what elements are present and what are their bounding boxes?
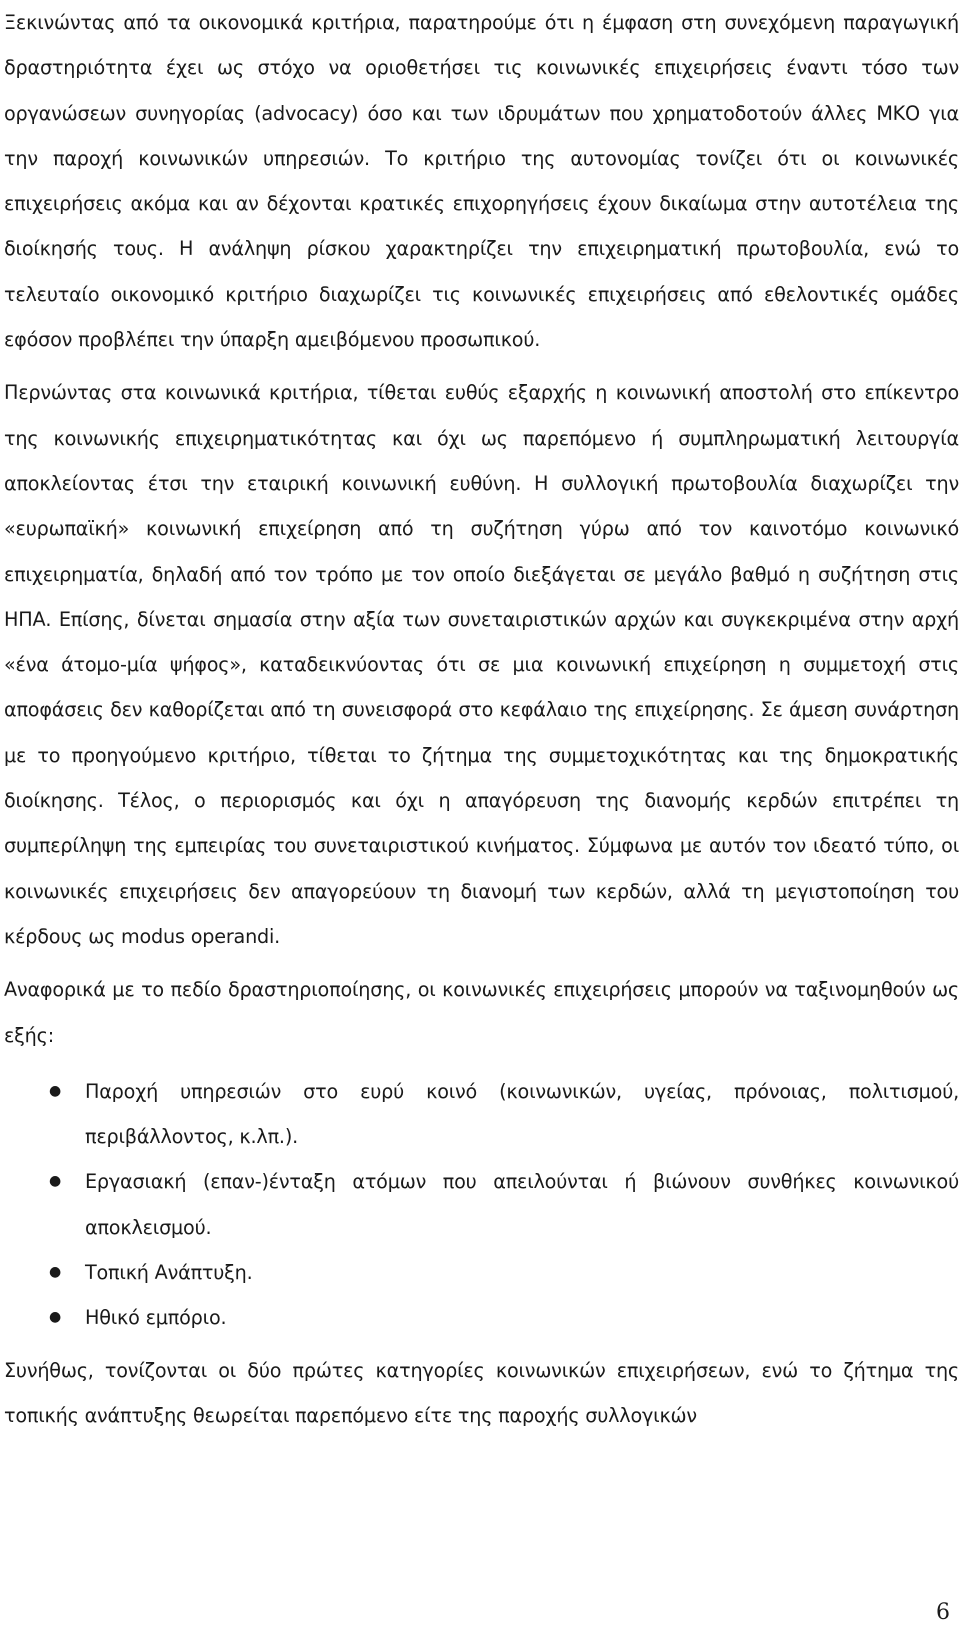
list-item-text: Παροχή υπηρεσιών στο ευρύ κοινό (κοινωνικών, υγείας, πρόνοιας, πολιτισμού, περιβάλλοντος, κ.λπ.). bbox=[85, 1079, 959, 1149]
paragraph-economic-criteria: Ξεκινώντας από τα οικονομικά κριτήρια, παρατηρούμε ότι η έμφαση στη συνεχόμενη παραγωγική δραστηριότητα έχει ως στόχο να οριοθετήσει τις κοινωνικές επιχειρήσεις έναντι τόσο των οργανώσεων συνηγορίας (advocacy) όσο και των ιδρυμάτων που χρηματοδοτούν άλλες ΜΚΟ για την παροχή κοινωνικών υπηρεσιών. Το κριτήριο της αυτονομίας τονίζει ότι οι κοινωνικές επιχειρήσεις ακόμα και αν δέχονται κρατικές επιχορηγήσεις έχουν δικαίωμα στην αυτοτέλεια της διοίκησής τους. Η ανάληψη ρίσκου χαρακτηρίζει την επιχειρηματική πρωτοβουλία, ενώ το τελευταίο οικονομικό κριτήριο διαχωρίζει τις κοινωνικές επιχειρήσεις από εθελοντικές ομάδες εφόσον προβλέπει την ύπαρξη αμειβόμενου προσωπικού. bbox=[4, 11, 959, 352]
document-page bbox=[4, 0, 959, 1438]
list-item bbox=[4, 1159, 959, 1250]
paragraph-field-of-activity: Αναφορικά με το πεδίο δραστηριοποίησης, οι κοινωνικές επιχειρήσεις μπορούν να ταξινομηθούν ως εξής: bbox=[4, 978, 959, 1047]
bullet-icon: ● bbox=[49, 1309, 62, 1326]
list-item bbox=[4, 1295, 959, 1340]
page-number: 6 bbox=[936, 1600, 950, 1625]
list-item-text: Ηθικό εμπόριο. bbox=[85, 1306, 227, 1330]
list-item-text: Τοπική Ανάπτυξη. bbox=[85, 1261, 253, 1285]
paragraph-conclusion: Συνήθως, τονίζονται οι δύο πρώτες κατηγορίες κοινωνικών επιχειρήσεων, ενώ το ζήτημα της τοπικής ανάπτυξης θεωρείται παρεπόμενο είτε της παροχής συλλογικών bbox=[4, 1358, 959, 1427]
list-item bbox=[4, 1069, 959, 1160]
list-item-text: Εργασιακή (επαν-)ένταξη ατόμων που απειλούνται ή βιώνουν συνθήκες κοινωνικού αποκλεισμού. bbox=[85, 1170, 959, 1239]
list-item bbox=[4, 1250, 959, 1295]
bullet-icon: ● bbox=[49, 1082, 62, 1099]
bullet-icon: ● bbox=[49, 1264, 62, 1281]
activity-list bbox=[4, 1069, 959, 1341]
bullet-icon: ● bbox=[49, 1173, 62, 1190]
paragraph-social-criteria: Περνώντας στα κοινωνικά κριτήρια, τίθεται ευθύς εξαρχής η κοινωνική αποστολή στο επίκεντρο της κοινωνικής επιχειρηματικότητας και όχι ως παρεπόμενο ή συμπληρωματική λειτουργία αποκλείοντας έτσι την εταιρική κοινωνική ευθύνη. Η συλλογική πρωτοβουλία διαχωρίζει την «ευρωπαϊκή» κοινωνική επιχείρηση από τη συζήτηση γύρω από τον καινοτόμο κοινωνικό επιχειρηματία, δηλαδή από τον τρόπο με τον οποίο διεξάγεται σε μεγάλο βαθμό η συζήτηση στις ΗΠΑ. Επίσης, δίνεται σημασία στην αξία των συνεταιριστικών αρχών και συγκεκριμένα στην αρχή «ένα άτομο-μία ψήφος», καταδεικνύοντας ότι σε μια κοινωνική επιχείρηση η συμμετοχή στις αποφάσεις δεν καθορίζεται από τη συνεισφορά στο κεφάλαιο της επιχείρησης. Σε άμεση συνάρτηση με το προηγούμενο κριτήριο, τίθεται το ζήτημα της συμμετοχικότητας και της δημοκρατικής διοίκησης. Τέλος, ο περιορισμός και όχι η απαγόρευση της διανομής κερδών επιτρέπει τη συμπερίληψη της εμπειρίας του συνεταιριστικού κινήματος. Σύμφωνα με αυτόν τον ιδεατό τύπο, οι κοινωνικές επιχειρήσεις δεν απαγορεύουν τη διανομή των κερδών, αλλά τη μεγιστοποίηση του κέρδους ως modus operandi. bbox=[4, 381, 959, 948]
